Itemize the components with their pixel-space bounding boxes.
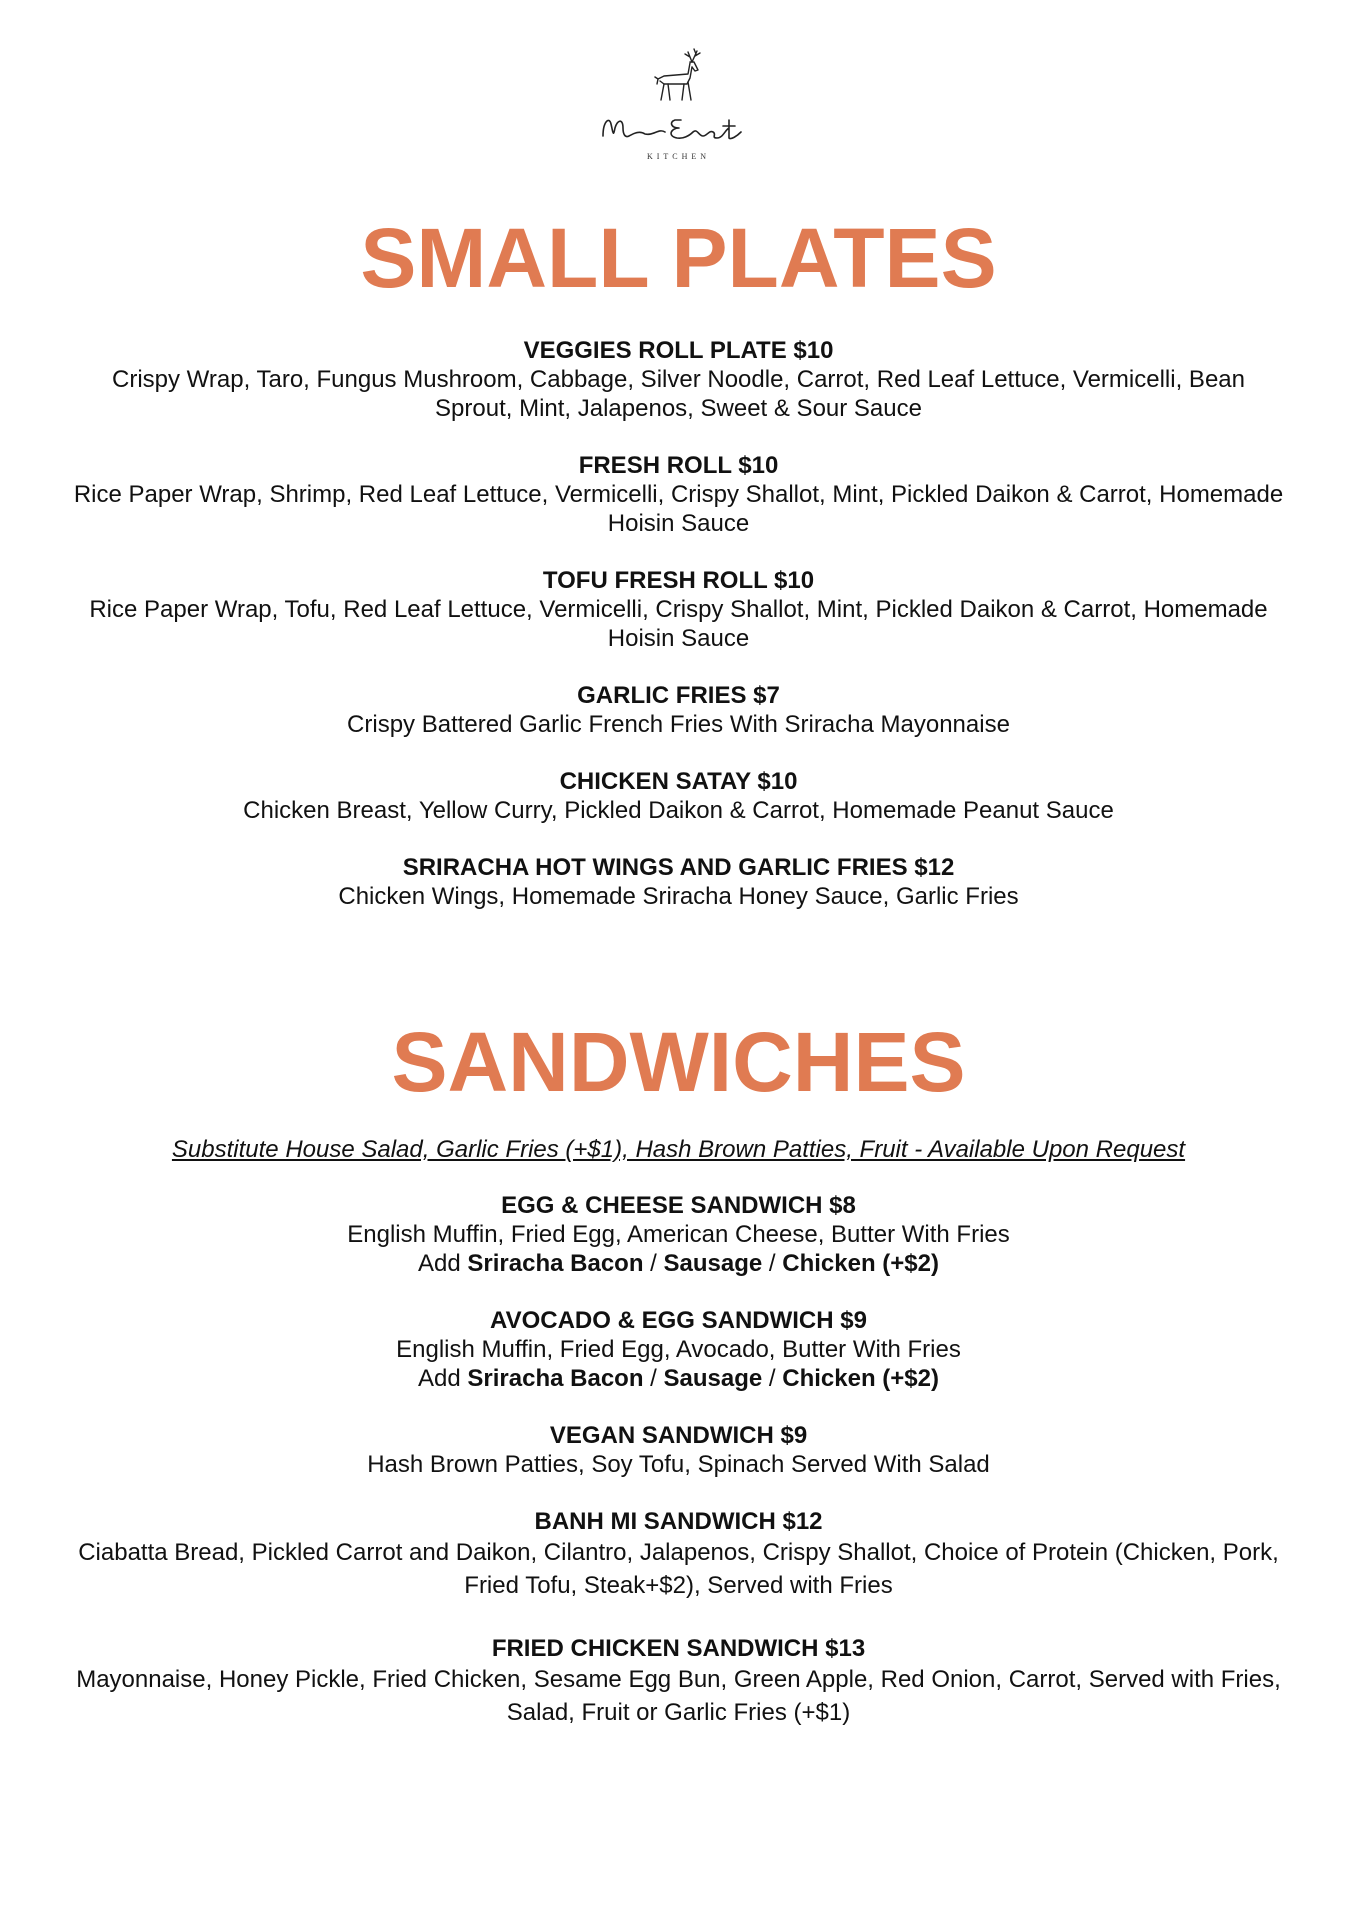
item-name: VEGAN SANDWICH $9 <box>549 1422 808 1449</box>
addon-prefix: Add <box>418 1250 468 1277</box>
addon-option: Sriracha Bacon <box>467 1365 644 1392</box>
deer-icon <box>644 48 714 106</box>
addon-separator: / <box>762 1250 783 1277</box>
list-item <box>70 1306 1287 1393</box>
list-item <box>70 1421 1287 1479</box>
addon-option: Chicken (+$2) <box>782 1365 939 1392</box>
list-item <box>70 1191 1287 1278</box>
list-item <box>70 451 1287 538</box>
logo-script-text <box>589 106 769 150</box>
addon-option: Sausage <box>663 1250 763 1277</box>
item-description: Crispy Wrap, Taro, Fungus Mushroom, Cabbage, Silver Noodle, Carrot, Red Leaf Lettuce, Vermicelli, Bean Sprout, Mint, Jalapenos, Sweet & Sour Sauce <box>112 366 1245 422</box>
item-description: Mayonnaise, Honey Pickle, Fried Chicken, Sesame Egg Bun, Green Apple, Red Onion, Carrot, Served with Fries, Salad, Fruit or Garlic Fries (+$1) <box>76 1666 1281 1726</box>
addon-option: Sausage <box>663 1365 763 1392</box>
list-item <box>70 767 1287 825</box>
item-name: FRESH ROLL $10 <box>578 452 779 479</box>
restaurant-logo <box>0 48 1357 161</box>
list-item <box>70 1507 1287 1602</box>
addon-prefix: Add <box>418 1365 468 1392</box>
sandwiches-list <box>70 1135 1287 1757</box>
addon-option: Chicken (+$2) <box>782 1250 939 1277</box>
item-description: Rice Paper Wrap, Tofu, Red Leaf Lettuce, Vermicelli, Crispy Shallot, Mint, Pickled Daikon & Carrot, Homemade Hoisin Sauce <box>89 596 1268 652</box>
item-name: EGG & CHEESE SANDWICH $8 <box>501 1192 856 1219</box>
item-description: English Muffin, Fried Egg, American Cheese, Butter With Fries <box>347 1221 1010 1248</box>
list-item <box>70 681 1287 739</box>
item-description: Ciabatta Bread, Pickled Carrot and Daikon, Cilantro, Jalapenos, Crispy Shallot, Choice of Protein (Chicken, Pork, Fried Tofu, Steak+$2), Served with Fries <box>78 1539 1279 1599</box>
item-description: Chicken Breast, Yellow Curry, Pickled Daikon & Carrot, Homemade Peanut Sauce <box>243 797 1114 824</box>
addon-separator: / <box>762 1365 783 1392</box>
addon-line <box>70 1364 1287 1393</box>
item-description: English Muffin, Fried Egg, Avocado, Butter With Fries <box>396 1336 961 1363</box>
small-plates-list <box>70 336 1287 939</box>
item-description: Crispy Battered Garlic French Fries With Sriracha Mayonnaise <box>347 711 1010 738</box>
logo-subtitle: KITCHEN <box>646 152 711 161</box>
addon-option: Sriracha Bacon <box>467 1250 644 1277</box>
item-description: Hash Brown Patties, Soy Tofu, Spinach Served With Salad <box>367 1451 990 1478</box>
list-item <box>70 853 1287 911</box>
item-name: CHICKEN SATAY $10 <box>559 768 798 795</box>
substitution-note: Substitute House Salad, Garlic Fries (+$1), Hash Brown Patties, Fruit - Available Upon Request <box>171 1136 1186 1163</box>
addon-separator: / <box>643 1250 664 1277</box>
sandwiches-title: SANDWICHES <box>391 1015 966 1109</box>
small-plates-title: SMALL PLATES <box>360 211 997 305</box>
addon-separator: / <box>643 1365 664 1392</box>
item-name: VEGGIES ROLL PLATE $10 <box>523 337 834 364</box>
item-name: BANH MI SANDWICH $12 <box>534 1508 823 1535</box>
item-description: Rice Paper Wrap, Shrimp, Red Leaf Lettuce, Vermicelli, Crispy Shallot, Mint, Pickled Daikon & Carrot, Homemade Hoisin Sauce <box>73 481 1284 537</box>
list-item <box>70 566 1287 653</box>
item-description: Chicken Wings, Homemade Sriracha Honey Sauce, Garlic Fries <box>338 883 1019 910</box>
item-name: TOFU FRESH ROLL $10 <box>542 567 815 594</box>
addon-line <box>70 1249 1287 1278</box>
list-item <box>70 336 1287 423</box>
list-item <box>70 1634 1287 1729</box>
item-name: FRIED CHICKEN SANDWICH $13 <box>491 1635 866 1662</box>
item-name: AVOCADO & EGG SANDWICH $9 <box>490 1307 867 1334</box>
item-name: SRIRACHA HOT WINGS AND GARLIC FRIES $12 <box>402 854 955 881</box>
item-name: GARLIC FRIES $7 <box>577 682 780 709</box>
